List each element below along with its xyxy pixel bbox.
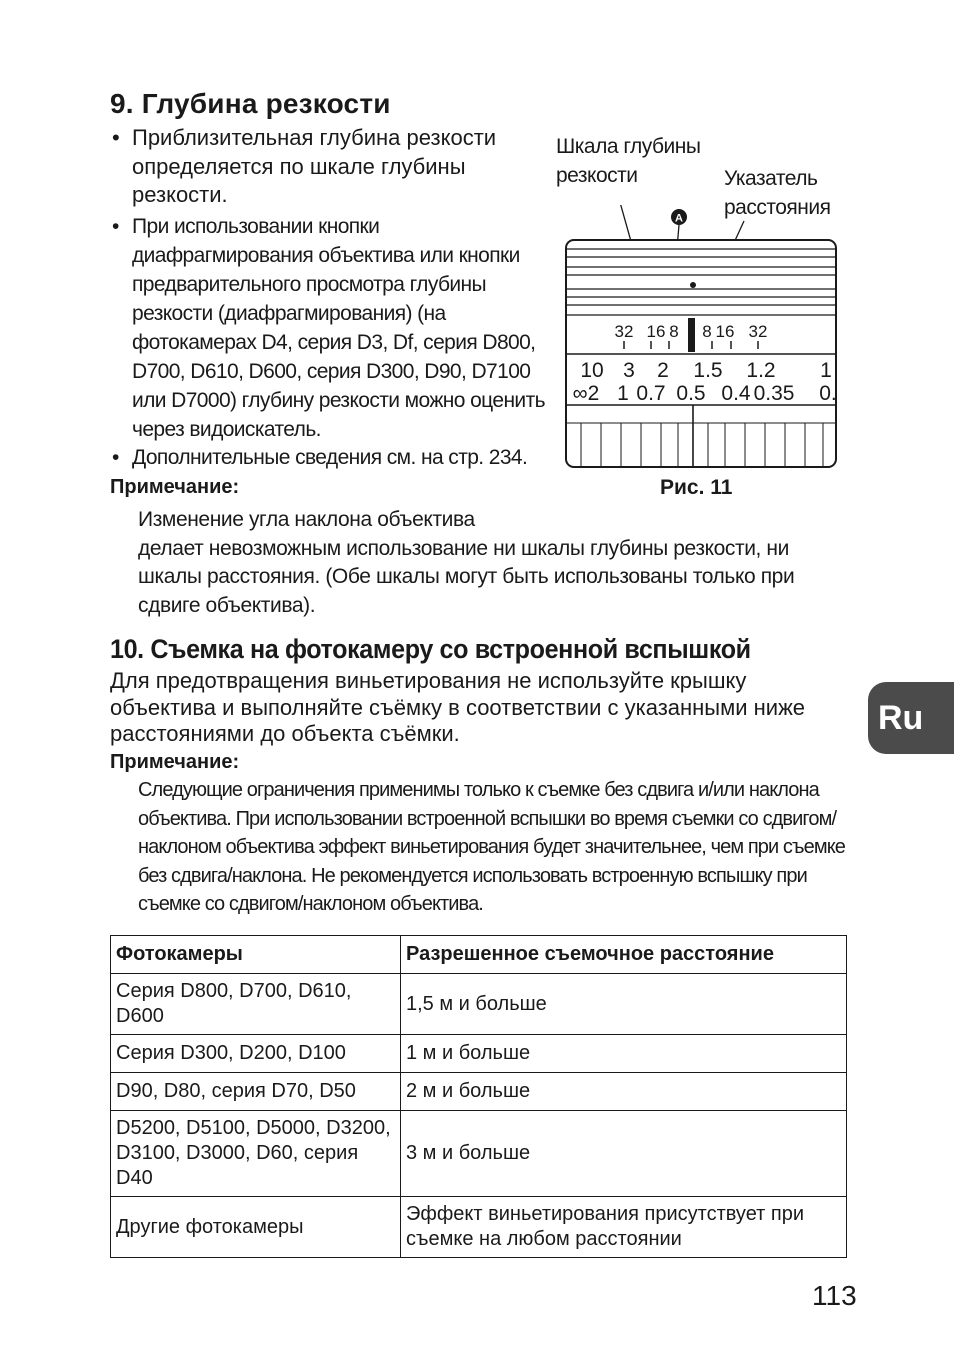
dof-mark: 16 (646, 322, 666, 341)
lens-scale-figure (556, 205, 846, 475)
meters-mark: 0.5 (676, 382, 706, 405)
section-10-title: 10. Съемка на фотокамеру со встроенной вспышкой (110, 634, 751, 664)
section-10-body: Для предотвращения виньетирования не используйте крышку объектива и выполняйте съёмку в соответствии с указанными ниже расстояниями до объекта съёмки. (110, 668, 806, 746)
table-cell-camera: Другие фотокамеры (111, 1197, 401, 1258)
note-2-label: Примечание: (110, 751, 240, 773)
dof-mark: 32 (748, 322, 768, 341)
feet-mark: 10 (580, 359, 604, 382)
distance-index-bar (688, 318, 695, 352)
bullet-list-3 (110, 444, 550, 472)
bullet-preview-button: • При использовании кнопки диафрагмирования объектива или кнопки предварительного просмотра глубины резкости (диафрагмирования) (на фотокамерах D4, серия D3, Df, серия D800, D700, D610, D600, серия D300, D90, D7100 или D7000) глубину резкости можно оценить через видоискатель. (110, 212, 550, 444)
meters-mark: 1 (617, 382, 629, 405)
meters-mark: 0.7 (636, 382, 666, 405)
dof-mark: 8 (702, 322, 712, 341)
figure-caption: Рис. 11 (660, 476, 733, 499)
language-tab-ru: Ru (868, 682, 954, 754)
dof-mark: 32 (614, 322, 634, 341)
table-row (111, 1197, 847, 1258)
table-cell-distance: 2 м и больше (401, 1073, 847, 1111)
meters-mark: 0. (819, 382, 837, 405)
bullet-more-info: • Дополнительные сведения см. на стр. 234. (110, 444, 550, 472)
bullet-list-2 (110, 212, 550, 444)
feet-mark: 3 (623, 359, 635, 382)
table-header-row (111, 936, 847, 974)
figure-label-dof-scale: Шкала глубины резкости (556, 135, 701, 187)
feet-mark: 1.2 (746, 359, 776, 382)
feet-mark: 1.5 (693, 359, 723, 382)
feet-mark: 1 (820, 359, 832, 382)
table-cell-camera: D5200, D5100, D5000, D3200, D3100, D3000, D60, серия D40 (111, 1111, 401, 1197)
table-cell-distance: 3 м и больше (401, 1111, 847, 1197)
meters-mark: 0.4 (721, 382, 751, 405)
feet-mark: 2 (657, 359, 669, 382)
marker-a-letter: A (675, 212, 683, 225)
table-cell-distance: Эффект виньетирования присутствует при съемке на любом расстоянии (401, 1197, 847, 1258)
table-row (111, 974, 847, 1035)
section-9-title: 9. Глубина резкости (110, 88, 391, 119)
table-header-distance: Разрешенное съемочное расстояние (401, 936, 847, 974)
note-1-text (138, 506, 848, 620)
index-dot (690, 282, 696, 288)
table-cell-distance: 1 м и больше (401, 1035, 847, 1073)
meters-mark: 0.35 (753, 382, 795, 405)
table-row (111, 1073, 847, 1111)
table-cell-camera: D90, D80, серия D70, D50 (111, 1073, 401, 1111)
bullet-list-1 (110, 124, 540, 210)
note-2-text: Следующие ограничения применимы только к съемке без сдвига и/или наклона объектива. При использовании встроенной вспышки во время съемки со сдвигом/наклоном объектива эффект виньетирования будет значительнее, чем при съемке без сдвига/наклона. Не рекомендуется использовать встроенную вспышку при съемке со сдвигом/наклоном объектива. (138, 779, 845, 915)
table-row (111, 1035, 847, 1073)
table-cell-camera: Серия D300, D200, D100 (111, 1035, 401, 1073)
note-1-label: Примечание: (110, 476, 240, 498)
note-1-line1: Изменение угла наклона объектива (138, 508, 475, 531)
dof-mark: 16 (715, 322, 735, 341)
meters-mark: ∞2 (572, 382, 600, 405)
dof-mark: 8 (669, 322, 679, 341)
note-1-rest: делает невозможным использование ни шкалы глубины резкости, ни шкалы расстояния. (Обе шкалы могут быть использованы только при сдвиге объектива). (138, 536, 795, 617)
table-cell-camera: Серия D800, D700, D610, D600 (111, 974, 401, 1035)
bullet-depth-scale: • Приблизительная глубина резкости определяется по шкале глубины резкости. (110, 124, 540, 210)
table-header-cameras: Фотокамеры (111, 936, 401, 974)
table-cell-distance: 1,5 м и больше (401, 974, 847, 1035)
camera-distance-table (110, 935, 847, 1258)
figure-label-distance-index: Указатель расстояния (724, 167, 831, 219)
table-row (111, 1111, 847, 1197)
page-number: 113 (812, 1280, 857, 1311)
